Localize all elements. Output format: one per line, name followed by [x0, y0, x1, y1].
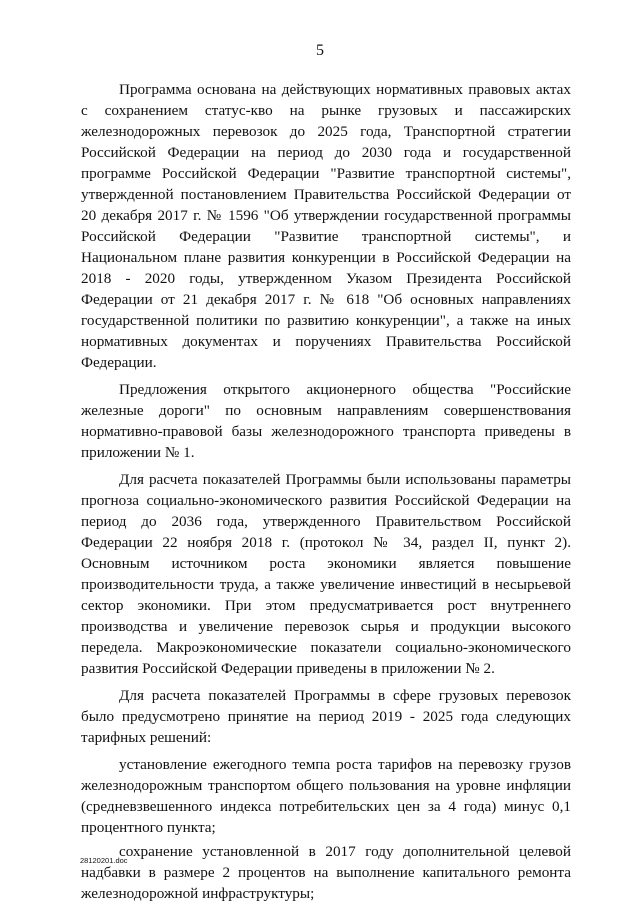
footer-filename: 28120201.doc — [80, 856, 128, 865]
page-number: 5 — [316, 42, 324, 59]
list-item-tariff-growth: установление ежегодного темпа роста тарифов на перевозку грузов железнодорожным транспортом общего пользования на уровне инфляции (средневзвешенного индекса потребительских цен за 4 года) минус 0,1 процентного пункта; — [81, 756, 571, 836]
paragraph-forecast-parameters: Для расчета показателей Программы были использованы параметры прогноза социально-экономического развития Российской Федерации на период до 2036 года, утвержденного Правительством Российской Федерации 22 ноября 2018 г. (протокол № 34, раздел II, пункт 2). Основным источником роста экономики является повышение производительности труда, а также увеличение инвестиций в несырьевой сектор экономики. При этом предусматривается рост внутреннего производства и увеличение перевозок сырья и продукции высокого передела. Макроэкономические показатели социально-экономического развития Российской Федерации приведены в приложении № 2. — [81, 471, 571, 677]
paragraph-rzd-proposals: Предложения открытого акционерного общества "Российские железные дороги" по основным направлениям совершенствования нормативно-правовой базы железнодорожного транспорта приведены в приложении № 1. — [81, 381, 571, 461]
paragraph-tariff-decisions-intro: Для расчета показателей Программы в сфере грузовых перевозок было предусмотрено принятие на период 2019 - 2025 года следующих тарифных решений: — [81, 687, 571, 746]
list-item-target-surcharge: сохранение установленной в 2017 году дополнительной целевой надбавки в размере 2 процентов на выполнение капитального ремонта железнодорожной инфраструктуры; — [81, 843, 571, 902]
paragraph-program-basis: Программа основана на действующих нормативных правовых актах с сохранением статус-кво на рынке грузовых и пассажирских железнодорожных перевозок до 2025 года, Транспортной стратегии Российской Федерации на период до 2030 года и государственной программе Российской Федерации "Развитие транспортной системы", утвержденной постановлением Правительства Российской Федерации от 20 декабря 2017 г. № 1596 "Об утверждении государственной программы Российской Федерации "Развитие транспортной системы", и Национальном плане развития конкуренции в Российской Федерации на 2018 - 2020 годы, утвержденном Указом Президента Российской Федерации от 21 декабря 2017 г. № 618 "Об основных направлениях государственной политики по развитию конкуренции", а также на иных нормативных документах и поручениях Правительства Российской Федерации. — [81, 81, 571, 371]
document-body — [81, 79, 571, 907]
